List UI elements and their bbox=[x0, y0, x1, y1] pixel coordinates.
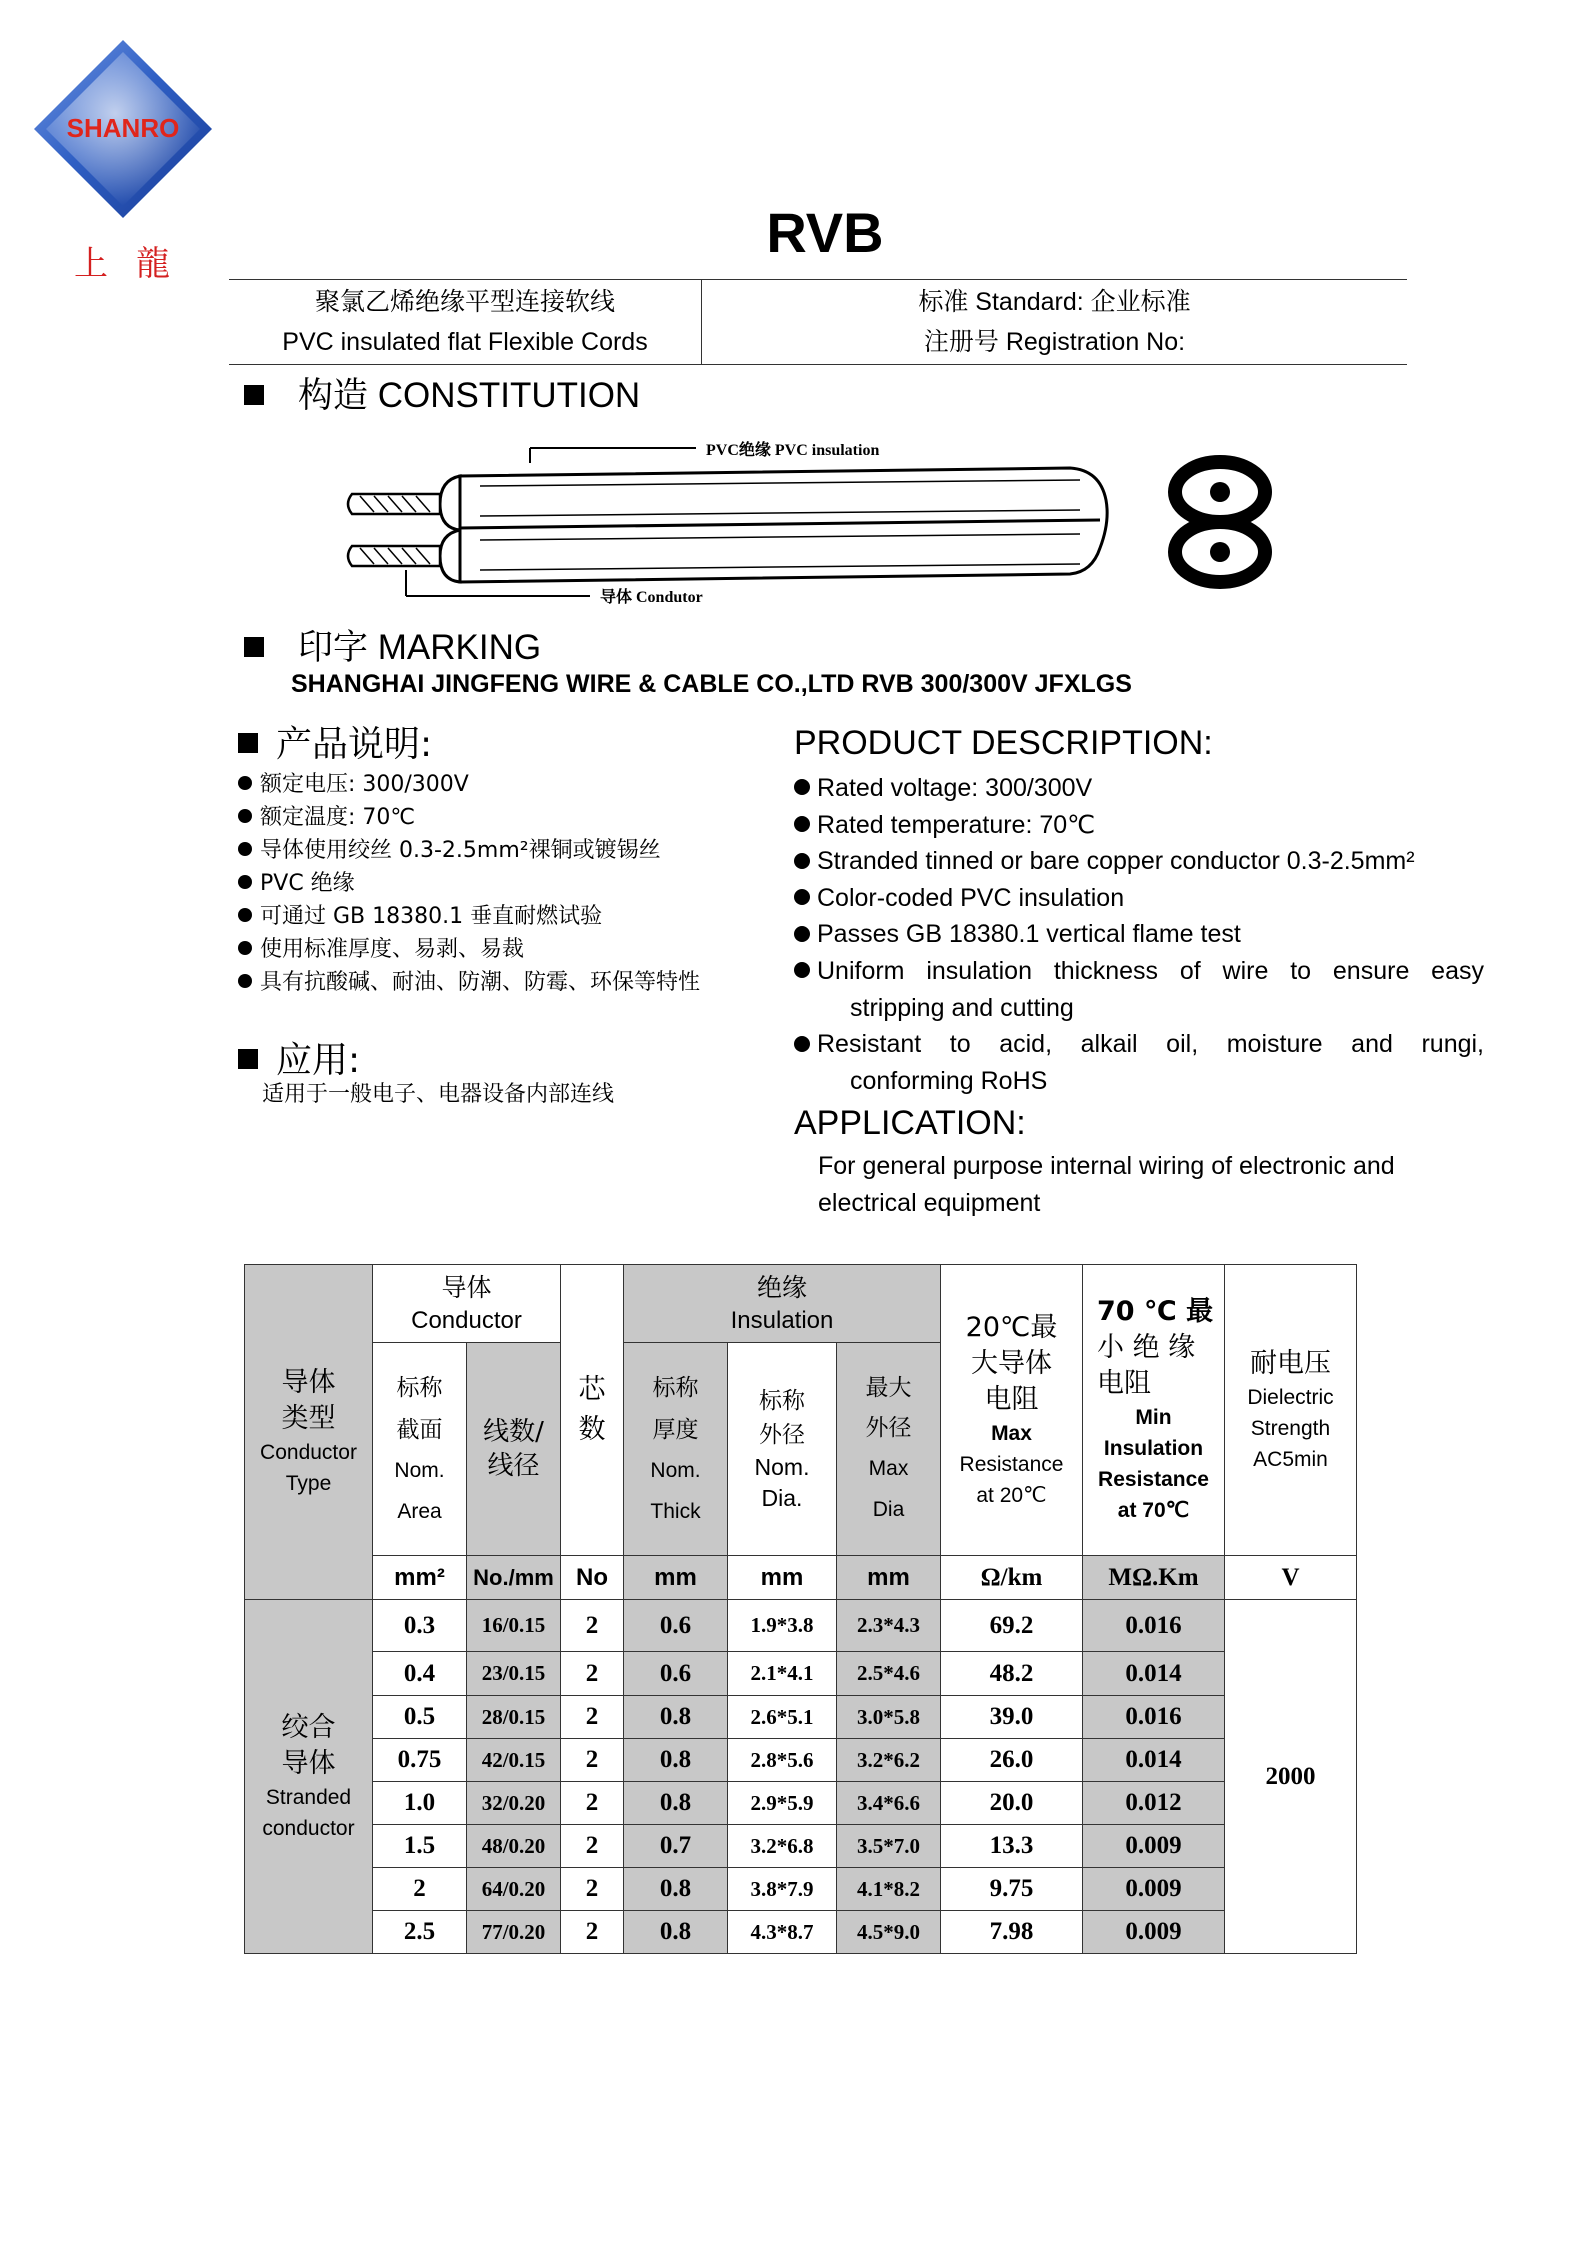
bullet-icon bbox=[238, 809, 252, 823]
table-cell: 0.009 bbox=[1083, 1825, 1225, 1868]
table-cell: 9.75 bbox=[941, 1868, 1083, 1911]
table-cell: 1.9*3.8 bbox=[728, 1600, 837, 1652]
table-cell: 0.014 bbox=[1083, 1739, 1225, 1782]
table-cell: 0.75 bbox=[373, 1739, 467, 1782]
table-cell: No./mm bbox=[467, 1556, 561, 1600]
header-box bbox=[229, 279, 1407, 365]
header-max-dia: 最大 外径 Max Dia bbox=[837, 1343, 941, 1556]
table-cell: 1.5 bbox=[373, 1825, 467, 1868]
table-cell: 2 bbox=[561, 1696, 624, 1739]
table-cell: 2.6*5.1 bbox=[728, 1696, 837, 1739]
application-en-line: electrical equipment bbox=[818, 1188, 1041, 1217]
list-item: 额定温度: 70℃ bbox=[238, 801, 700, 834]
square-bullet-icon bbox=[244, 637, 264, 657]
list-item: Rated temperature: 70℃ bbox=[794, 807, 1494, 844]
table-cell: 0.6 bbox=[624, 1652, 728, 1696]
application-en-line: For general purpose internal wiring of electronic and bbox=[818, 1152, 1395, 1180]
bullet-icon bbox=[238, 941, 252, 955]
bullet-icon bbox=[238, 908, 252, 922]
table-cell: 64/0.20 bbox=[467, 1868, 561, 1911]
application-cn-heading bbox=[238, 1032, 360, 1083]
table-cell: 0.012 bbox=[1083, 1782, 1225, 1825]
table-cell: 20.0 bbox=[941, 1782, 1083, 1825]
description-cn-heading bbox=[238, 716, 432, 767]
marking-heading bbox=[244, 620, 541, 670]
dielectric-value: 2000 bbox=[1225, 1600, 1357, 1954]
shanro-logo bbox=[30, 36, 216, 222]
bullet-icon bbox=[238, 974, 252, 988]
list-item: 额定电压: 300/300V bbox=[238, 768, 700, 801]
units-row bbox=[245, 1556, 1357, 1600]
square-bullet-icon bbox=[238, 1049, 258, 1069]
table-cell: 3.0*5.8 bbox=[837, 1696, 941, 1739]
bullet-icon bbox=[794, 1036, 810, 1052]
table-cell: 0.6 bbox=[624, 1600, 728, 1652]
brand-chinese-name: 上龍 bbox=[74, 244, 198, 284]
table-cell: V bbox=[1225, 1556, 1357, 1600]
header-dielectric: 耐电压 Dielectric Strength AC5min bbox=[1225, 1265, 1357, 1556]
table-cell: 0.009 bbox=[1083, 1911, 1225, 1954]
header-conductor-group: 导体 Conductor bbox=[373, 1265, 561, 1343]
table-cell: 3.8*7.9 bbox=[728, 1868, 837, 1911]
table-cell: 3.2*6.8 bbox=[728, 1825, 837, 1868]
header-nom-thick: 标称 厚度 Nom. Thick bbox=[624, 1343, 728, 1556]
table-cell: mm bbox=[624, 1556, 728, 1600]
table-row bbox=[245, 1652, 1357, 1696]
list-item: PVC 绝缘 bbox=[238, 867, 700, 900]
list-item-continuation: conforming RoHS bbox=[850, 1066, 1048, 1095]
list-item: Passes GB 18380.1 vertical flame test bbox=[794, 916, 1494, 953]
table-cell: 0.8 bbox=[624, 1782, 728, 1825]
table-cell: 0.5 bbox=[373, 1696, 467, 1739]
insulation-label: PVC绝缘 PVC insulation bbox=[706, 442, 880, 459]
list-item: Rated voltage: 300/300V bbox=[794, 770, 1494, 807]
table-cell: 13.3 bbox=[941, 1825, 1083, 1868]
table-cell: 2 bbox=[561, 1600, 624, 1652]
table-cell: 2.1*4.1 bbox=[728, 1652, 837, 1696]
table-cell: 16/0.15 bbox=[467, 1600, 561, 1652]
table-cell: 28/0.15 bbox=[467, 1696, 561, 1739]
table-cell: 1.0 bbox=[373, 1782, 467, 1825]
header-insulation-group: 绝缘 Insulation bbox=[624, 1265, 941, 1343]
table-cell: No bbox=[561, 1556, 624, 1600]
table-cell: 39.0 bbox=[941, 1696, 1083, 1739]
figure-eight-cross-section-icon bbox=[1175, 462, 1265, 582]
spec-table bbox=[244, 1264, 1357, 1954]
table-cell: 0.3 bbox=[373, 1600, 467, 1652]
table-cell: 0.8 bbox=[624, 1739, 728, 1782]
table-cell: 2.3*4.3 bbox=[837, 1600, 941, 1652]
product-name-cn: 聚氯乙烯绝缘平型连接软线 bbox=[314, 288, 615, 316]
table-cell: 2 bbox=[373, 1868, 467, 1911]
cable-drawing bbox=[340, 430, 1290, 610]
square-bullet-icon bbox=[244, 385, 264, 405]
list-item: 具有抗酸碱、耐油、防潮、防霉、环保等特性 bbox=[238, 966, 700, 999]
table-cell: 0.009 bbox=[1083, 1868, 1225, 1911]
description-cn-heading-text: 产品说明: bbox=[276, 724, 433, 765]
table-cell: 7.98 bbox=[941, 1911, 1083, 1954]
table-cell: 48.2 bbox=[941, 1652, 1083, 1696]
bullet-icon bbox=[794, 962, 810, 978]
square-bullet-icon bbox=[238, 733, 258, 753]
table-cell: 0.8 bbox=[624, 1868, 728, 1911]
bullet-icon bbox=[794, 816, 810, 832]
table-cell: 0.016 bbox=[1083, 1696, 1225, 1739]
list-item: 使用标准厚度、易剥、易裁 bbox=[238, 933, 700, 966]
table-cell: 3.4*6.6 bbox=[837, 1782, 941, 1825]
table-cell: Ω/km bbox=[941, 1556, 1083, 1600]
header-strands: 线数/ 线径 bbox=[467, 1343, 561, 1556]
table-cell: 2 bbox=[561, 1652, 624, 1696]
table-cell: 2.8*5.6 bbox=[728, 1739, 837, 1782]
header-min-insulation: 70 ℃ 最 小 绝 缘 电阻 Min Insulation Resistance at 70℃ bbox=[1083, 1265, 1225, 1556]
application-cn-text: 适用于一般电子、电器设备内部连线 bbox=[262, 1082, 615, 1107]
list-item: 导体使用绞丝 0.3-2.5mm²裸铜或镀锡丝 bbox=[238, 834, 700, 867]
header-max-resistance: 20℃最 大导体 电阻 Max Resistance at 20℃ bbox=[941, 1265, 1083, 1556]
logo-text: SHANRO bbox=[66, 113, 180, 143]
table-cell: 0.8 bbox=[624, 1696, 728, 1739]
table-row bbox=[245, 1868, 1357, 1911]
bullet-icon bbox=[238, 875, 252, 889]
marking-heading-text: 印字 MARKING bbox=[298, 628, 542, 667]
conductor-label: 导体 Condutor bbox=[600, 589, 703, 606]
marking-text: SHANGHAI JINGFENG WIRE & CABLE CO.,LTD RVB 300/300V JFXLGS bbox=[291, 670, 1132, 698]
table-cell: 3.5*7.0 bbox=[837, 1825, 941, 1868]
header-product-name bbox=[229, 280, 702, 364]
table-cell: 2 bbox=[561, 1868, 624, 1911]
table-row bbox=[245, 1782, 1357, 1825]
bullet-icon bbox=[238, 776, 252, 790]
list-item: Resistant to acid, alkail oil, moisture and rungi, bbox=[794, 1026, 1494, 1063]
constitution-heading-text: 构造 CONSTITUTION bbox=[298, 376, 641, 415]
table-row bbox=[245, 1696, 1357, 1739]
table-row bbox=[245, 1911, 1357, 1954]
constitution-heading bbox=[244, 368, 640, 418]
list-item: 可通过 GB 18380.1 垂直耐燃试验 bbox=[238, 900, 700, 933]
table-cell: 32/0.20 bbox=[467, 1782, 561, 1825]
page-title: RVB bbox=[766, 201, 884, 264]
bullet-icon bbox=[794, 779, 810, 795]
table-cell: 4.3*8.7 bbox=[728, 1911, 837, 1954]
table-cell: 48/0.20 bbox=[467, 1825, 561, 1868]
table-row bbox=[245, 1600, 1357, 1652]
description-en-heading: PRODUCT DESCRIPTION: bbox=[794, 724, 1213, 762]
table-cell: 77/0.20 bbox=[467, 1911, 561, 1954]
registration-text: 注册号 Registration No: bbox=[923, 328, 1186, 356]
table-cell: 23/0.15 bbox=[467, 1652, 561, 1696]
group-stranded-conductor: 绞合 导体 Stranded conductor bbox=[245, 1600, 373, 1954]
standard-text: 标准 Standard: 企业标准 bbox=[918, 288, 1191, 316]
table-cell: 2.9*5.9 bbox=[728, 1782, 837, 1825]
table-cell: 4.1*8.2 bbox=[837, 1868, 941, 1911]
list-item-continuation: stripping and cutting bbox=[850, 993, 1074, 1022]
table-cell: 0.016 bbox=[1083, 1600, 1225, 1652]
application-cn-heading-text: 应用: bbox=[276, 1040, 361, 1081]
table-row bbox=[245, 1825, 1357, 1868]
list-item: Uniform insulation thickness of wire to ensure easy bbox=[794, 953, 1494, 990]
table-cell: mm bbox=[837, 1556, 941, 1600]
table-cell: 2.5*4.6 bbox=[837, 1652, 941, 1696]
description-en-list bbox=[794, 770, 1494, 1099]
table-cell: 4.5*9.0 bbox=[837, 1911, 941, 1954]
table-cell: 0.7 bbox=[624, 1825, 728, 1868]
table-cell: 42/0.15 bbox=[467, 1739, 561, 1782]
table-cell: 2.5 bbox=[373, 1911, 467, 1954]
table-cell: 2 bbox=[561, 1782, 624, 1825]
table-cell: 26.0 bbox=[941, 1739, 1083, 1782]
header-nom-dia: 标称 外径 Nom. Dia. bbox=[728, 1343, 837, 1556]
product-name-en: PVC insulated flat Flexible Cords bbox=[282, 328, 648, 356]
table-cell: 0.8 bbox=[624, 1911, 728, 1954]
table-cell: 2 bbox=[561, 1911, 624, 1954]
bullet-icon bbox=[238, 842, 252, 856]
bullet-icon bbox=[794, 889, 810, 905]
table-cell: mm bbox=[728, 1556, 837, 1600]
header-nom-area: 标称 截面 Nom. Area bbox=[373, 1343, 467, 1556]
table-cell: mm² bbox=[373, 1556, 467, 1600]
table-row bbox=[245, 1739, 1357, 1782]
table-cell: 3.2*6.2 bbox=[837, 1739, 941, 1782]
table-cell: MΩ.Km bbox=[1083, 1556, 1225, 1600]
list-item: Stranded tinned or bare copper conductor 0.3-2.5mm² bbox=[794, 843, 1494, 880]
bullet-icon bbox=[794, 853, 810, 869]
table-cell: 2 bbox=[561, 1825, 624, 1868]
table-cell: 0.014 bbox=[1083, 1652, 1225, 1696]
header-standard bbox=[702, 280, 1407, 364]
description-cn-list bbox=[238, 768, 700, 999]
application-en-text bbox=[818, 1148, 1395, 1221]
list-item: Color-coded PVC insulation bbox=[794, 880, 1494, 917]
table-cell: 2 bbox=[561, 1739, 624, 1782]
bullet-icon bbox=[794, 926, 810, 942]
header-conductor-type: 导体 类型 Conductor Type bbox=[245, 1265, 373, 1600]
table-cell: 69.2 bbox=[941, 1600, 1083, 1652]
table-cell: 0.4 bbox=[373, 1652, 467, 1696]
application-en-heading: APPLICATION: bbox=[794, 1104, 1026, 1142]
header-cores: 芯 数 bbox=[561, 1265, 624, 1556]
